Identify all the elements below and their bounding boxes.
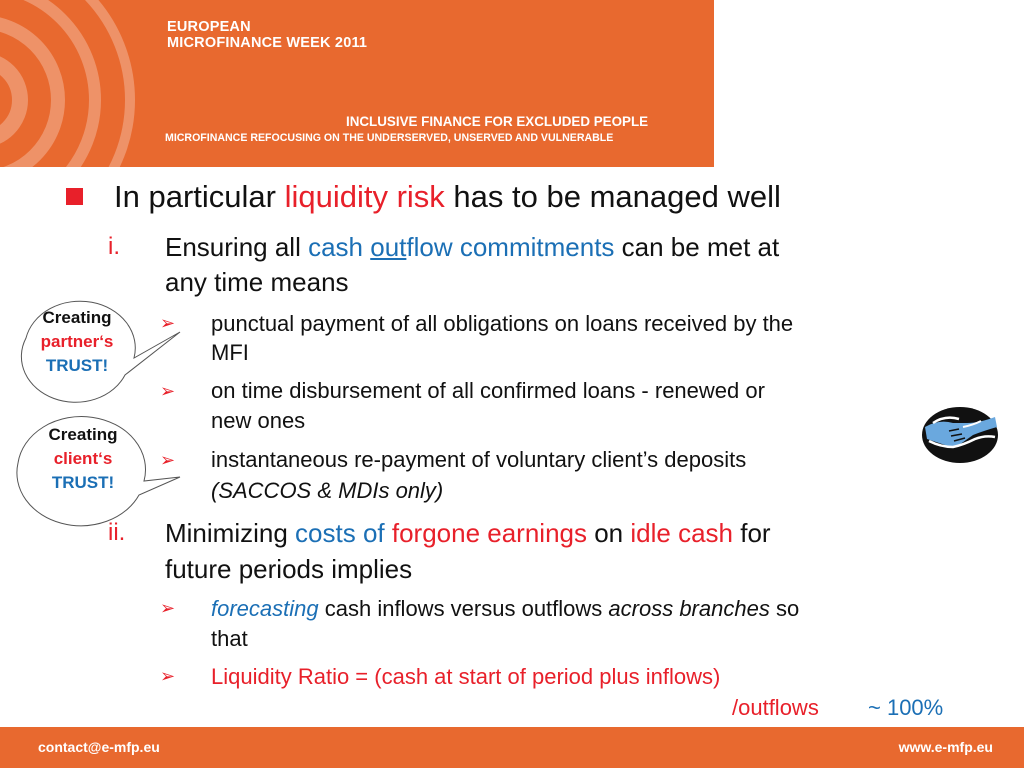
sub-point-2-1-text: cash inflows versus outflows — [318, 596, 609, 621]
point-2-line1 — [165, 518, 771, 549]
sub-point-1-3-line2: (SACCOS & MDIs only) — [211, 478, 444, 503]
point-2-costs: costs of — [295, 518, 385, 548]
point-2-numeral: ii. — [108, 519, 126, 546]
sub-point-1-2-line1: on time disbursement of all confirmed loans - renewed or — [211, 378, 765, 403]
point-1-text: Ensuring all — [165, 232, 309, 262]
bubble-client-l3: TRUST! — [51, 473, 115, 492]
bubble-client-l1: Creating — [48, 425, 118, 444]
footer-email-link[interactable]: contact@e-mfp.eu — [38, 739, 160, 755]
arrow-bullet-icon: ➢ — [160, 381, 176, 401]
point-2-idle-cash: idle cash — [630, 518, 733, 548]
liquidity-ratio-line1: Liquidity Ratio = (cash at start of period plus inflows) — [211, 664, 721, 689]
sub-point-1-2-line2: new ones — [211, 408, 306, 433]
sub-point-2-1-line2: that — [211, 626, 248, 651]
main-bullet-highlight: liquidity risk — [284, 179, 445, 214]
slogan-subtitle: MICROFINANCE REFOCUSING ON THE UNDERSERVED, UNSERVED AND VULNERABLE — [165, 132, 614, 144]
sub-point-2-1-line1 — [211, 596, 799, 622]
point-1-cash: cash — [308, 232, 371, 262]
point-2-line2: future periods implies — [165, 554, 413, 584]
point-1-text-end: can be met at — [614, 232, 780, 262]
liquidity-ratio-target: ~ 100% — [868, 695, 944, 720]
point-1-out: out — [370, 232, 407, 262]
point-1-commitments: flow commitments — [406, 232, 615, 262]
footer-bar — [0, 727, 1024, 768]
arrow-bullet-icon: ➢ — [160, 666, 176, 686]
sub-point-2-1-so: so — [769, 596, 800, 621]
point-1-line1 — [165, 232, 779, 263]
bubble-client-text — [28, 423, 138, 495]
point-1-numeral: i. — [108, 233, 120, 260]
main-bullet-text: In particular — [114, 179, 285, 214]
point-2-space — [385, 518, 392, 548]
arrow-bullet-icon: ➢ — [160, 450, 176, 470]
sub-point-1-1-line2: MFI — [211, 340, 249, 365]
sub-point-1-1-line1: punctual payment of all obligations on loans received by the — [211, 311, 794, 336]
main-bullet-text-end: has to be managed well — [444, 179, 781, 214]
square-bullet-icon — [66, 188, 83, 205]
handshake-icon — [919, 401, 1001, 467]
bubble-partner-text — [22, 306, 132, 378]
arrow-bullet-icon: ➢ — [160, 598, 176, 618]
header-banner — [0, 0, 714, 167]
liquidity-ratio-line2: /outflows — [732, 695, 819, 720]
bubble-partner-l3: TRUST! — [45, 356, 109, 375]
sub-point-2-1-forecasting: forecasting — [211, 596, 319, 621]
slogan-title: INCLUSIVE FINANCE FOR EXCLUDED PEOPLE — [346, 114, 649, 129]
event-title — [167, 19, 367, 51]
arrow-bullet-icon: ➢ — [160, 313, 176, 333]
bubble-partner-l2: partner‘s — [40, 332, 114, 351]
footer-website-link[interactable]: www.e-mfp.eu — [898, 739, 993, 755]
main-bullet — [114, 179, 781, 215]
point-2-text-end: for — [733, 518, 771, 548]
point-2-text: Minimizing — [165, 518, 296, 548]
concentric-arcs-logo — [0, 0, 160, 167]
point-1-line2: any time means — [165, 267, 349, 297]
bubble-partner-l1: Creating — [42, 308, 112, 327]
bubble-client-l2: client‘s — [53, 449, 113, 468]
point-2-on: on — [587, 518, 631, 548]
event-title-line2: MICROFINANCE WEEK 2011 — [167, 35, 368, 51]
point-2-forgone: forgone earnings — [391, 518, 587, 548]
event-title-line1: EUROPEAN — [167, 19, 251, 35]
sub-point-2-1-branches: across branches — [608, 596, 770, 621]
sub-point-1-3-line1: instantaneous re-payment of voluntary client’s deposits — [211, 447, 747, 472]
